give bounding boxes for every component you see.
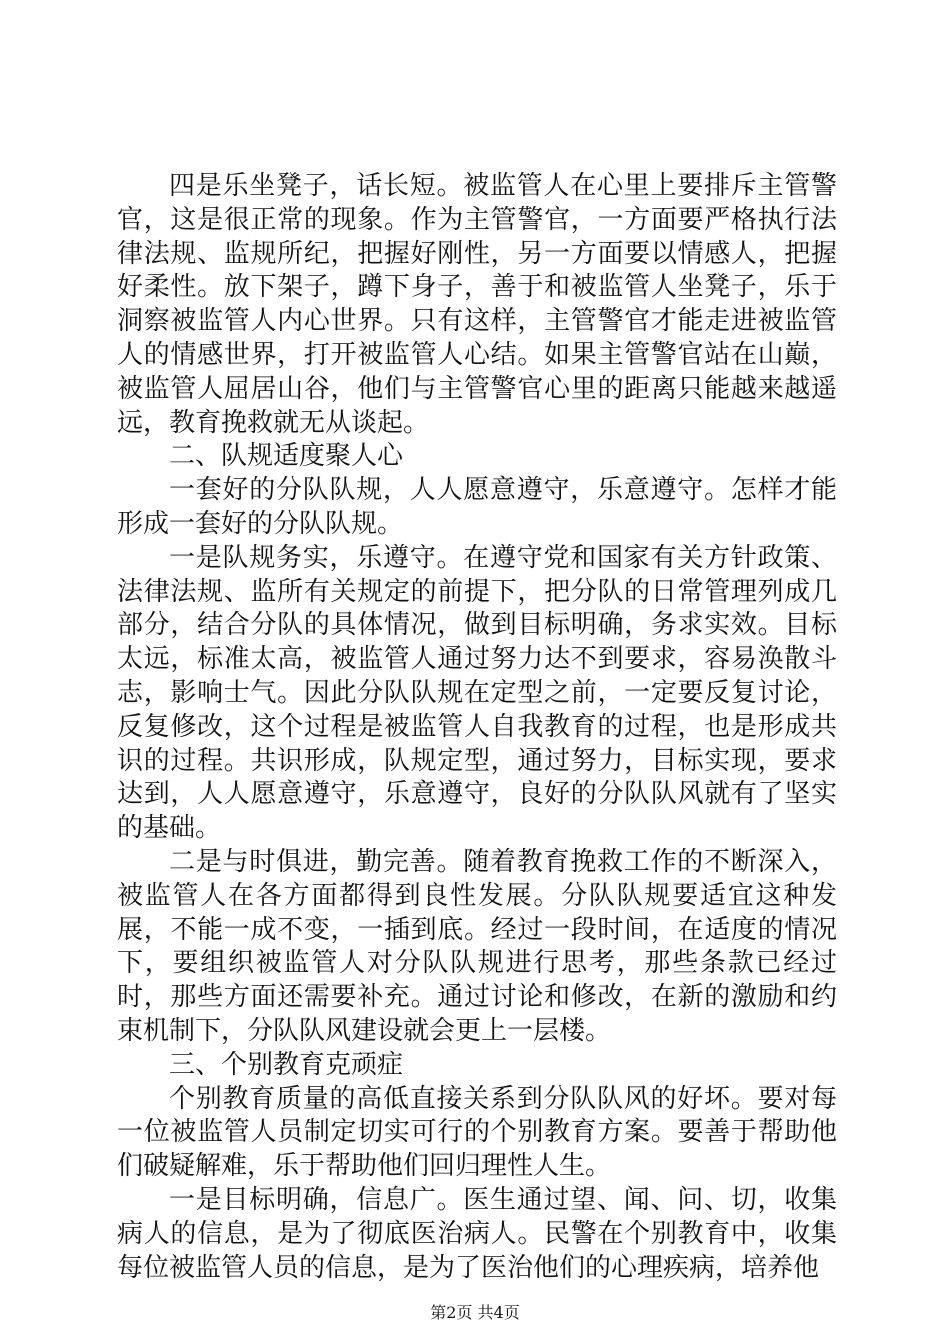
paragraph-good-rules-intro: 一套好的分队队规，人人愿意遵守，乐意遵守。怎样才能形成一套好的分队队规。 — [117, 475, 837, 539]
heading-section-three: 三、个别教育克顽症 — [169, 1049, 404, 1080]
paragraph-rules-improve: 二是与时俱进，勤完善。随着教育挽救工作的不断深入，被监管人在各方面都得到良性发展。分队队规要适宜这种发展，不能一成不变，一插到底。经过一段时间，在适度的情况下，要组织被监管人对分队队规进行思考，那些条款已经过时，那些方面还需要补充。通过讨论和修改，在新的激励和约束机制下，分队队风建设就会更上一层楼。 — [117, 846, 837, 1046]
paragraph-individual-education-intro: 个别教育质量的高低直接关系到分队队风的好坏。要对每一位被监管人员制定切实可行的个别教育方案。要善于帮助他们破疑解难，乐于帮助他们回归理性人生。 — [117, 1083, 837, 1182]
paragraph-four-sit-stool: 四是乐坐凳子，话长短。被监管人在心里上要排斥主管警官，这是很正常的现象。作为主管警官，一方面要严格执行法律法规、监规所纪，把握好刚性，另一方面要以情感人，把握好柔性。放下架子，蹲下身子，善于和被监管人坐凳子，乐于洞察被监管人内心世界。只有这样，主管警官才能走进被监管人的情感世界，打开被监管人心结。如果主管警官站在山巅，被监管人屈居山谷，他们与主管警官心里的距离只能越来越遥远，教育挽救就无从谈起。 — [117, 171, 837, 438]
paragraph-clear-goals: 一是目标明确，信息广。医生通过望、闻、问、切，收集病人的信息，是为了彻底医治病人。民警在个别教育中，收集每位被监管人员的信息，是为了医治他们的心理疾病，培养他 — [117, 1184, 837, 1283]
heading-section-two: 二、队规适度聚人心 — [169, 441, 404, 472]
paragraph-rules-practical: 一是队规务实，乐遵守。在遵守党和国家有关方针政策、法律法规、监所有关规定的前提下，把分队的日常管理列成几部分，结合分队的具体情况，做到目标明确，务求实效。目标太远，标准太高，被监管人通过努力达不到要求，容易涣散斗志，影响士气。因此分队队规在定型之前，一定要反复讨论，反复修改，这个过程是被监管人自我教育的过程，也是形成共识的过程。共识形成，队规定型，通过努力，目标实现，要求达到，人人愿意遵守，乐意遵守，良好的分队队风就有了坚实的基础。 — [117, 542, 837, 844]
document-body — [117, 170, 837, 1285]
page-number-footer: 第2页 共4页 — [430, 1303, 520, 1322]
